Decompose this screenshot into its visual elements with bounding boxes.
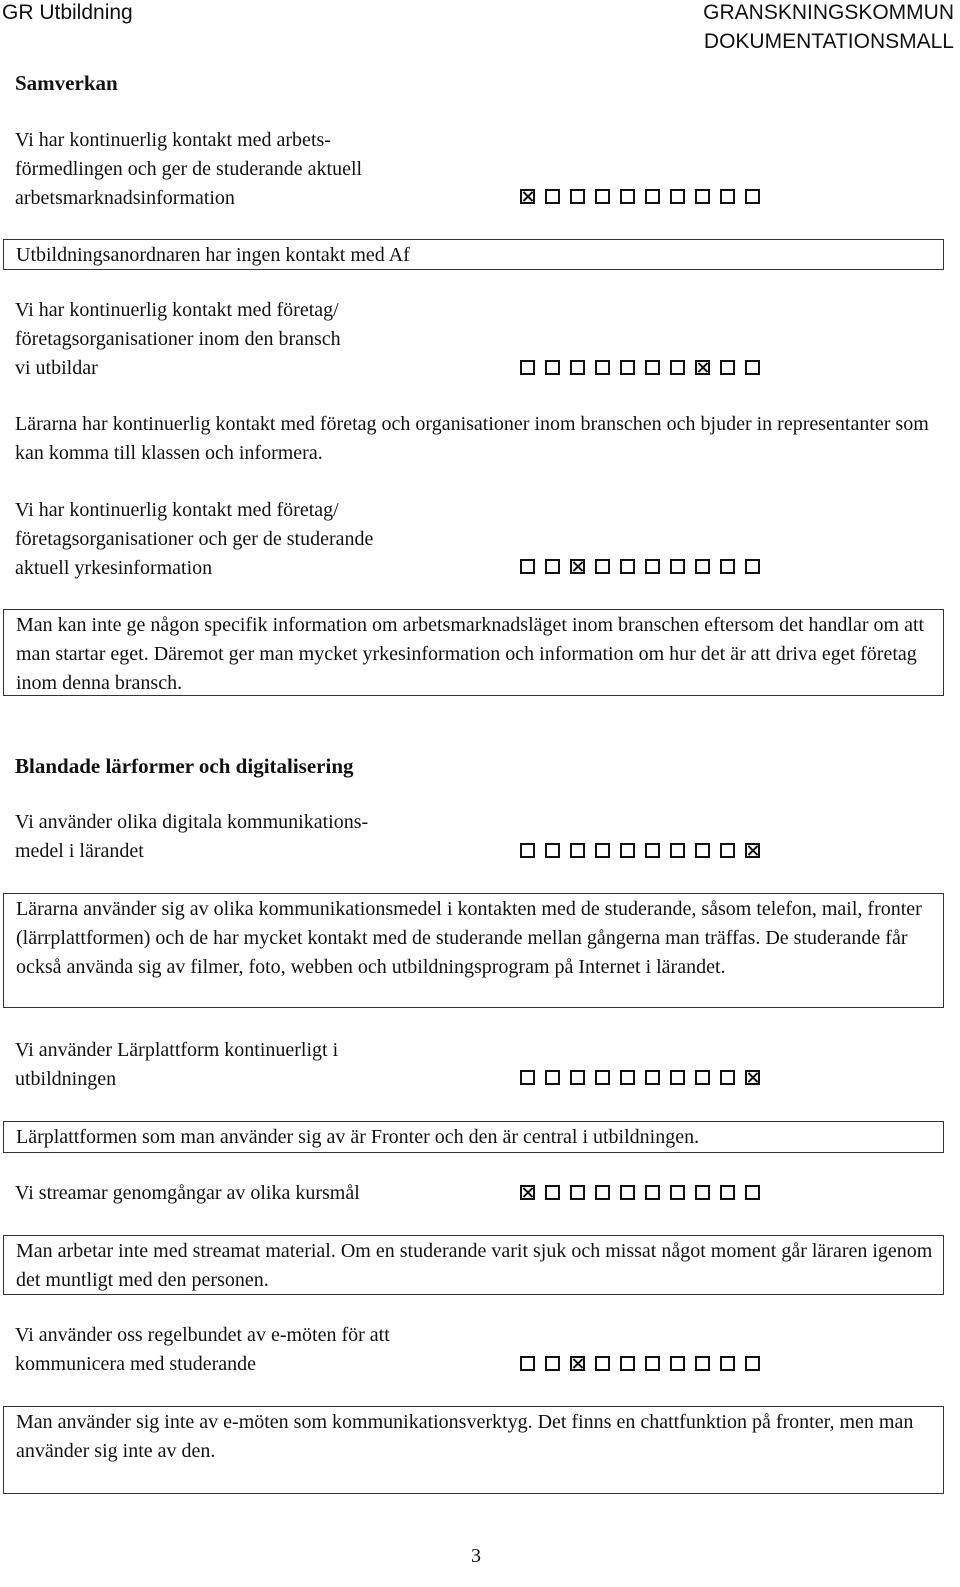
question-line: utbildningen <box>15 1068 117 1090</box>
rating-scale-4[interactable] <box>520 843 770 858</box>
header-right-line2: DOKUMENTATIONSMALL <box>703 30 954 53</box>
checkbox[interactable] <box>720 1070 735 1085</box>
checkbox[interactable] <box>720 189 735 204</box>
section-title-blandade: Blandade lärformer och digitalisering <box>15 754 354 778</box>
checked-checkbox[interactable] <box>520 189 535 204</box>
checkbox[interactable] <box>620 559 635 574</box>
question-line: aktuell yrkesinformation <box>15 557 213 579</box>
checkbox[interactable] <box>570 1185 585 1200</box>
question-line: Vi har kontinuerlig kontakt med företag/ <box>15 499 339 521</box>
section-title-samverkan: Samverkan <box>15 71 118 95</box>
header-right-line1: GRANSKNINGSKOMMUN <box>703 1 954 24</box>
rating-scale-6[interactable] <box>520 1185 770 1200</box>
checked-checkbox[interactable] <box>745 843 760 858</box>
question-line: företagsorganisationer inom den bransch <box>15 328 341 350</box>
checkbox[interactable] <box>695 189 710 204</box>
question-line: Vi använder Lärplattform kontinuerligt i <box>15 1039 339 1061</box>
question-2 <box>15 296 485 383</box>
checkbox[interactable] <box>620 1356 635 1371</box>
header-left: GR Utbildning <box>2 1 133 24</box>
checkbox[interactable] <box>545 189 560 204</box>
rating-scale-2[interactable] <box>520 360 770 375</box>
checkbox[interactable] <box>645 1070 660 1085</box>
question-7 <box>15 1321 485 1379</box>
question-1 <box>15 126 485 213</box>
question-line: Vi streamar genomgångar av olika kursmål <box>15 1182 360 1204</box>
checkbox[interactable] <box>670 1356 685 1371</box>
rating-scale-1[interactable] <box>520 189 770 204</box>
checkbox[interactable] <box>545 843 560 858</box>
checkbox[interactable] <box>670 360 685 375</box>
checkbox[interactable] <box>620 360 635 375</box>
checkbox[interactable] <box>545 1356 560 1371</box>
comment-text: Man kan inte ge någon specifik information om arbetsmarknadsläget inom branschen eftersom det handlar om att man startar eget. Däremot ger man mycket yrkesinformation och information om hur det är att driva eget företag inom denna bransch. <box>16 614 925 694</box>
checkbox[interactable] <box>645 1185 660 1200</box>
checkbox[interactable] <box>720 360 735 375</box>
checkbox[interactable] <box>695 843 710 858</box>
checkbox[interactable] <box>570 1070 585 1085</box>
checkbox[interactable] <box>520 1070 535 1085</box>
comment-box-7 <box>3 1406 944 1494</box>
question-6 <box>15 1179 485 1208</box>
question-3 <box>15 496 485 583</box>
question-line: förmedlingen och ger de studerande aktuell <box>15 158 363 180</box>
comment-text: Man använder sig inte av e-möten som kommunikationsverktyg. Det finns en chattfunktion på fronter, men man använder sig inte av den. <box>16 1411 914 1462</box>
checkbox[interactable] <box>645 559 660 574</box>
comment-text: Lärarna använder sig av olika kommunikationsmedel i kontakten med de studerande, såsom telefon, mail, fronter (lärrplattformen) och de har mycket kontakt med de studerande mellan gångerna man träffas. De studerande får också använda sig av filmer, foto, webben och utbildningsprogram på Internet i lärandet. <box>16 898 922 978</box>
rating-scale-7[interactable] <box>520 1356 770 1371</box>
question-line: företagsorganisationer och ger de studerande <box>15 528 374 550</box>
rating-scale-5[interactable] <box>520 1070 770 1085</box>
checkbox[interactable] <box>695 1185 710 1200</box>
checkbox[interactable] <box>645 1356 660 1371</box>
question-line: Vi använder oss regelbundet av e-möten för att <box>15 1324 390 1346</box>
question-line: medel i lärandet <box>15 840 144 862</box>
question-line: vi utbildar <box>15 357 98 379</box>
checked-checkbox[interactable] <box>695 360 710 375</box>
checkbox[interactable] <box>595 1070 610 1085</box>
checkbox[interactable] <box>745 360 760 375</box>
checked-checkbox[interactable] <box>570 559 585 574</box>
page-number: 3 <box>471 1545 481 1567</box>
comment-box-2 <box>3 409 944 469</box>
checkbox[interactable] <box>545 559 560 574</box>
comment-box-5 <box>3 1121 944 1153</box>
checkbox[interactable] <box>595 1185 610 1200</box>
comment-text: Lärarna har kontinuerlig kontakt med företag och organisationer inom branschen och bjuder in representanter som kan komma till klassen och informera. <box>15 413 929 464</box>
checkbox[interactable] <box>545 1185 560 1200</box>
checkbox[interactable] <box>720 1185 735 1200</box>
checkbox[interactable] <box>620 189 635 204</box>
checkbox[interactable] <box>720 559 735 574</box>
checkbox[interactable] <box>670 1185 685 1200</box>
question-line: arbetsmarknadsinformation <box>15 187 235 209</box>
checkbox[interactable] <box>620 1070 635 1085</box>
question-line: Vi använder olika digitala kommunikations- <box>15 811 369 833</box>
checkbox[interactable] <box>645 189 660 204</box>
checkbox[interactable] <box>545 1070 560 1085</box>
checkbox[interactable] <box>745 1356 760 1371</box>
checkbox[interactable] <box>520 360 535 375</box>
checkbox[interactable] <box>695 1356 710 1371</box>
comment-box-6 <box>3 1235 944 1295</box>
comment-text: Man arbetar inte med streamat material. Om en studerande varit sjuk och missat något moment går läraren igenom det muntligt med den personen. <box>16 1240 933 1291</box>
question-line: kommunicera med studerande <box>15 1353 257 1375</box>
question-4 <box>15 808 485 866</box>
checkbox[interactable] <box>745 559 760 574</box>
checkbox[interactable] <box>720 843 735 858</box>
header-right <box>703 0 954 56</box>
question-5 <box>15 1036 485 1094</box>
checkbox[interactable] <box>520 559 535 574</box>
checkbox[interactable] <box>670 559 685 574</box>
comment-text: Utbildningsanordnaren har ingen kontakt med Af <box>16 244 410 266</box>
checkbox[interactable] <box>595 559 610 574</box>
checkbox[interactable] <box>595 189 610 204</box>
checkbox[interactable] <box>620 843 635 858</box>
checkbox[interactable] <box>520 843 535 858</box>
checkbox[interactable] <box>595 1356 610 1371</box>
checked-checkbox[interactable] <box>520 1185 535 1200</box>
checked-checkbox[interactable] <box>745 1070 760 1085</box>
checkbox[interactable] <box>670 189 685 204</box>
checkbox[interactable] <box>645 843 660 858</box>
checkbox[interactable] <box>520 1356 535 1371</box>
comment-box-4 <box>3 893 944 1008</box>
checkbox[interactable] <box>695 559 710 574</box>
question-line: Vi har kontinuerlig kontakt med företag/ <box>15 299 339 321</box>
question-line: Vi har kontinuerlig kontakt med arbets- <box>15 129 331 151</box>
checkbox[interactable] <box>620 1185 635 1200</box>
rating-scale-3[interactable] <box>520 559 770 574</box>
comment-text: Lärplattformen som man använder sig av är Fronter och den är central i utbildningen. <box>16 1126 700 1148</box>
checkbox[interactable] <box>695 1070 710 1085</box>
checkbox[interactable] <box>720 1356 735 1371</box>
comment-box-1 <box>3 239 944 270</box>
checkbox[interactable] <box>570 843 585 858</box>
checkbox[interactable] <box>670 1070 685 1085</box>
checkbox[interactable] <box>745 1185 760 1200</box>
checkbox[interactable] <box>670 843 685 858</box>
checkbox[interactable] <box>595 843 610 858</box>
comment-box-3 <box>3 609 944 696</box>
checkbox[interactable] <box>595 360 610 375</box>
checked-checkbox[interactable] <box>570 1356 585 1371</box>
checkbox[interactable] <box>570 360 585 375</box>
checkbox[interactable] <box>570 189 585 204</box>
checkbox[interactable] <box>645 360 660 375</box>
checkbox[interactable] <box>745 189 760 204</box>
checkbox[interactable] <box>545 360 560 375</box>
